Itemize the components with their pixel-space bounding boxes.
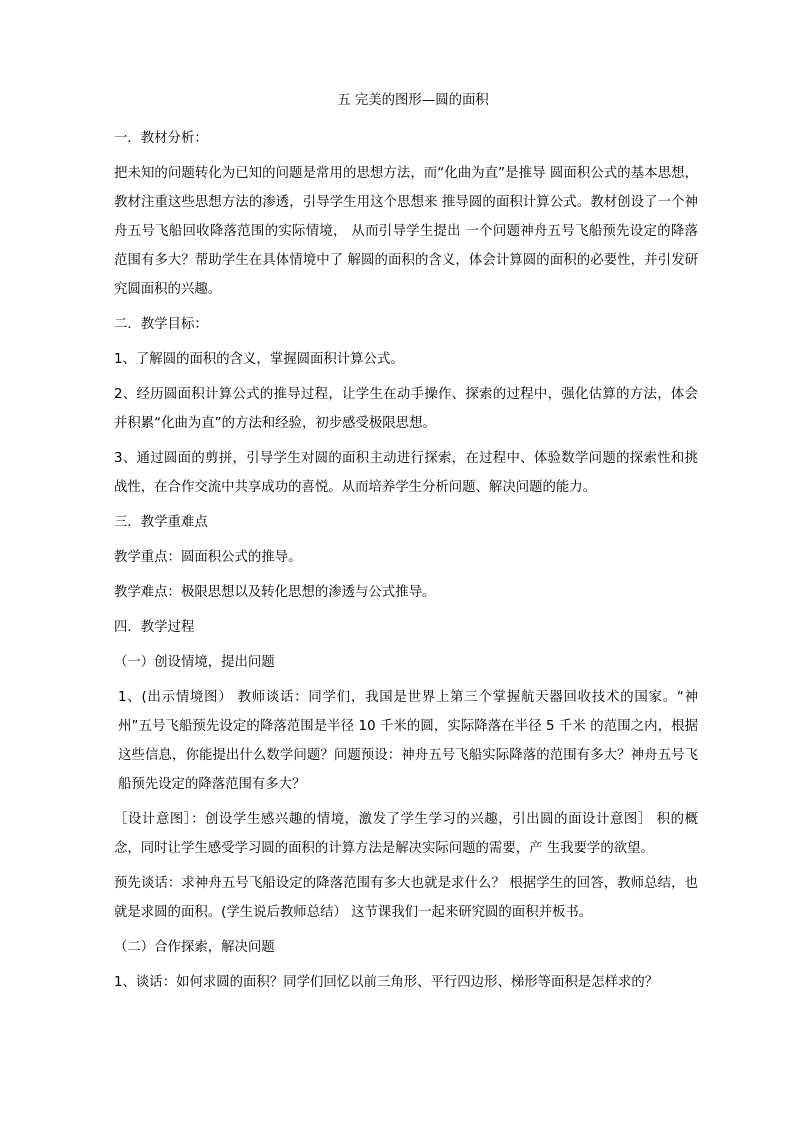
section-heading-key-points: 三．教学重难点	[114, 515, 208, 530]
subsection-heading-step1: （一）创设情境，提出问题	[114, 655, 275, 670]
step1-paragraph: 1、(出示情境图） 教师谈话：同学们，我国是世界上第三个掌握航天器回收技术的国家。“神 州”五号飞船预先设定的降落范围是半径 10 千米的圆，实际降落在半径 5 千米 的范围之内，根据这些信息，你能提出什么数学问题？问题预设：神舟五号飞船实际降落的范围有多大？神舟五号飞船预先设定的降落范围有多大？	[118, 690, 698, 792]
analysis-paragraph: 把未知的问题转化为已知的问题是常用的思想方法，而“化曲为直”是推导 圆面积公式的基本思想，教材注重这些思想方法的渗透，引导学生用这个思想来 推导圆的面积计算公式。教材创设了一个神舟五号飞船回收降落范围的实际情境， 从而引导学生提出 一个问题神舟五号飞船预先设定的降落范围有多大？帮助学生在具体情境中了 解圆的面积的含义，体会计算圆的面积的必要性，并引发研究圆面积的兴趣。	[114, 166, 698, 297]
goal-item-3: 3、通过圆面的剪拼，引导学生对圆的面积主动进行探索，在过程中、体验数学问题的探索性和挑战性，在合作交流中共享成功的喜悦。从而培养学生分析问题、解决问题的能力。	[114, 451, 698, 495]
difficult-point-text: 教学难点：极限思想以及转化思想的渗透与公式推导。	[114, 585, 436, 600]
step2-paragraph: 1、谈话：如何求圆的面积？同学们回忆以前三角形、平行四边形、梯形等面积是怎样求的？	[114, 975, 659, 990]
teacher-talk-paragraph: 预先谈话：求神舟五号飞船设定的降落范围有多大也就是求什么？ 根据学生的回答，教师总结，也就是求圆的面积。(学生说后教师总结） 这节课我们一起来研究圆的面积并板书。	[114, 876, 698, 920]
document-body	[114, 88, 698, 1003]
section-heading-analysis: 一．教材分析：	[114, 131, 208, 146]
section-heading-process: 四．教学过程	[114, 620, 195, 635]
key-point-text: 教学重点：圆面积公式的推导。	[114, 550, 302, 565]
page-title: 五 完美的图形—圆的面积	[337, 93, 489, 108]
section-heading-goals: 二．教学目标：	[114, 317, 208, 332]
design-intent-paragraph: ［设计意图］：创设学生感兴趣的情境，激发了学生学习的兴趣，引出圆的面设计意图］ 积的概念，同时让学生感受学习圆的面积的计算方法是解决实际问题的需要，产 生我要学的欲望。	[114, 812, 698, 856]
goal-item-2: 2、经历圆面积计算公式的推导过程，让学生在动手操作、探索的过程中，强化估算的方法，体会并积累“化曲为直”的方法和经验，初步感受极限思想。	[114, 387, 698, 431]
subsection-heading-step2: （二）合作探索，解决问题	[114, 940, 275, 955]
goal-item-1: 1、了解圆的面积的含义，掌握圆面积计算公式。	[114, 352, 404, 367]
